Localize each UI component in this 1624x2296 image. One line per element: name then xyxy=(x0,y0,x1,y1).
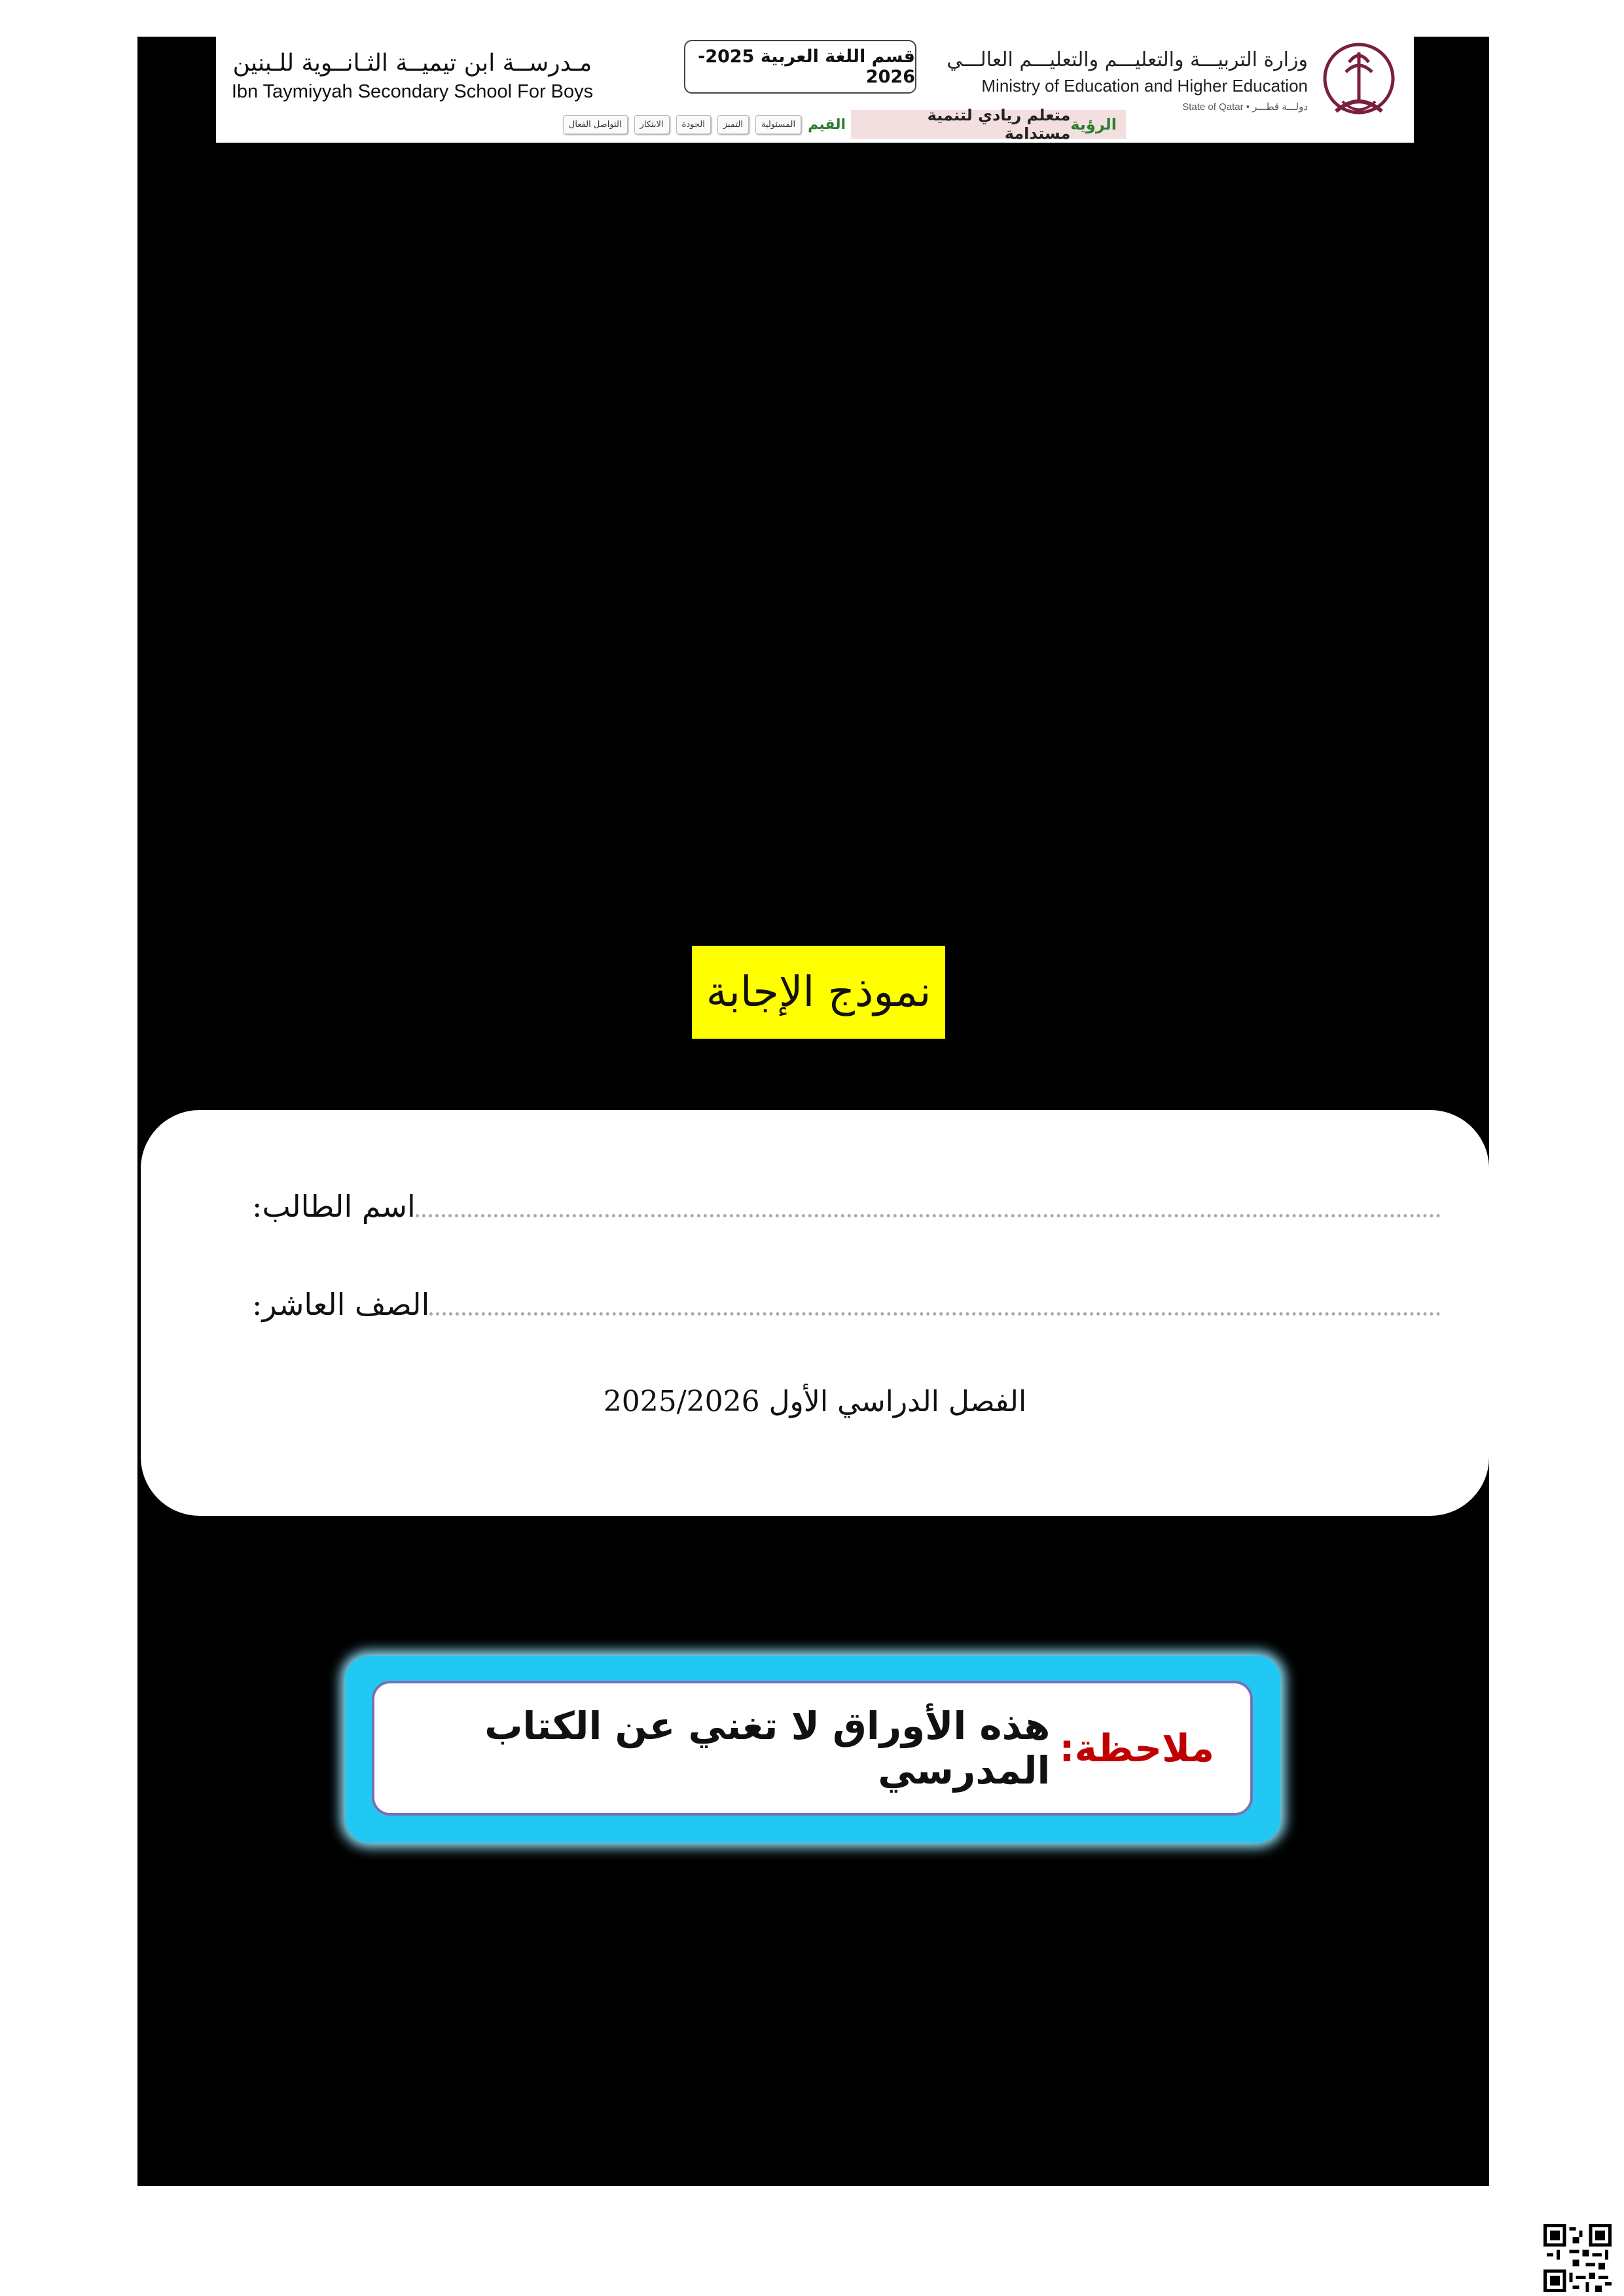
note-text: هذه الأوراق لا تغني عن الكتاب المدرسي xyxy=(484,1704,1051,1793)
values-label: القيم xyxy=(808,116,846,133)
value-chip: التميز xyxy=(717,115,749,134)
note-label: ملاحظة: xyxy=(1059,1726,1214,1770)
ministry-name-ar: وزارة التربيـــة والتعليـــم والتعليـــم العالـــي xyxy=(947,48,1308,71)
note-box xyxy=(372,1681,1253,1816)
school-header xyxy=(216,37,1414,143)
vision-strip xyxy=(851,106,1126,143)
ministry-name-en: Ministry of Education and Higher Education xyxy=(981,76,1308,96)
value-chip: التواصل الفعال xyxy=(563,115,628,134)
value-chip: الابتكار xyxy=(634,115,670,134)
semester-label: الفصل الدراسي الأول 2025/2026 xyxy=(603,1385,1027,1418)
grade-field xyxy=(252,1287,1450,1322)
values-strip xyxy=(473,110,846,139)
qr-code-icon xyxy=(1543,2224,1612,2292)
qatar-emblem-icon xyxy=(1320,39,1398,124)
vision-label: الرؤية xyxy=(1070,115,1117,134)
school-name-en: Ibn Taymiyyah Secondary School For Boys xyxy=(231,81,594,102)
state-label: State of Qatar • دولـــة قطـــر xyxy=(1182,101,1308,113)
department-box: قسم اللغة العربية 2025-2026 xyxy=(684,40,916,94)
value-chip: المسئولية xyxy=(755,115,801,134)
grade-line[interactable] xyxy=(429,1312,1441,1316)
student-name-line[interactable] xyxy=(416,1214,1441,1217)
school-name-ar: مـدرســة ابن تيميــة الثـانــوية للـبنين xyxy=(232,50,592,77)
student-name-label: اسم الطالب: xyxy=(252,1189,416,1224)
student-info-card xyxy=(141,1110,1489,1516)
vision-text: متعلم ريادي لتنمية مستدامة xyxy=(927,106,1071,143)
answer-key-title: نموذج الإجابة xyxy=(692,946,945,1039)
value-chip: الجودة xyxy=(676,115,711,134)
note-frame xyxy=(346,1656,1280,1842)
grade-label: الصف العاشر: xyxy=(252,1287,430,1322)
student-name-field xyxy=(252,1189,1450,1224)
